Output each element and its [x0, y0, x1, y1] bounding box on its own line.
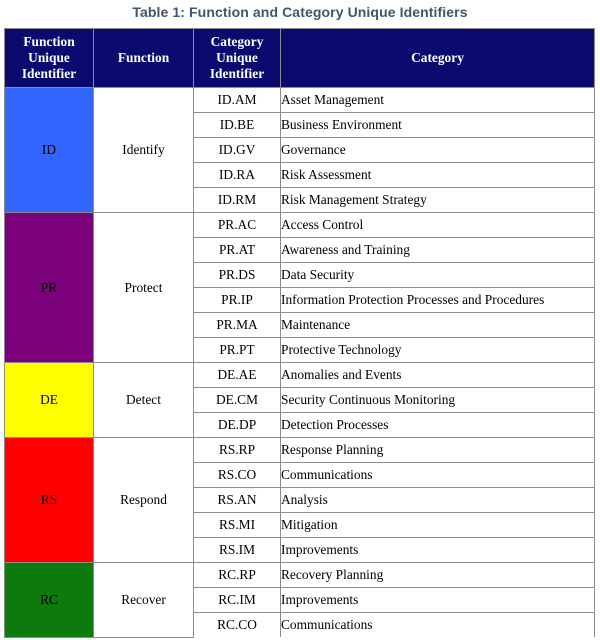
- category-id-cell: RS.AN: [194, 488, 281, 513]
- category-name-cell: Risk Management Strategy: [281, 188, 595, 213]
- table-row: [5, 363, 595, 388]
- function-category-table: [4, 28, 595, 638]
- category-name-cell: Awareness and Training: [281, 238, 595, 263]
- function-id-cell: PR: [5, 213, 94, 363]
- category-name-cell: Anomalies and Events: [281, 363, 595, 388]
- function-name-cell: Detect: [94, 363, 194, 438]
- category-id-cell: DE.DP: [194, 413, 281, 438]
- header-function-id: [5, 29, 94, 88]
- category-name-cell: Response Planning: [281, 438, 595, 463]
- category-id-cell: RS.IM: [194, 538, 281, 563]
- table-row: [5, 438, 595, 463]
- table-body: [5, 88, 595, 638]
- category-id-cell: ID.AM: [194, 88, 281, 113]
- category-id-cell: PR.AC: [194, 213, 281, 238]
- category-id-cell: RS.RP: [194, 438, 281, 463]
- category-name-cell: Security Continuous Monitoring: [281, 388, 595, 413]
- header-category-id: [194, 29, 281, 88]
- category-id-cell: RC.RP: [194, 563, 281, 588]
- category-name-cell: Recovery Planning: [281, 563, 595, 588]
- category-name-cell: Detection Processes: [281, 413, 595, 438]
- function-name-cell: Respond: [94, 438, 194, 563]
- category-name-cell: Asset Management: [281, 88, 595, 113]
- category-id-cell: ID.RA: [194, 163, 281, 188]
- category-name-cell: Access Control: [281, 213, 595, 238]
- category-id-cell: ID.BE: [194, 113, 281, 138]
- category-name-cell: Improvements: [281, 588, 595, 613]
- table-row: [5, 88, 595, 113]
- category-name-cell: Mitigation: [281, 513, 595, 538]
- category-id-cell: ID.GV: [194, 138, 281, 163]
- function-name-cell: Recover: [94, 563, 194, 638]
- function-name-cell: Protect: [94, 213, 194, 363]
- category-name-cell: Improvements: [281, 538, 595, 563]
- category-id-cell: DE.AE: [194, 363, 281, 388]
- table-row: [5, 563, 595, 588]
- function-id-cell: DE: [5, 363, 94, 438]
- category-name-cell: Governance: [281, 138, 595, 163]
- category-name-cell: Risk Assessment: [281, 163, 595, 188]
- header-category: Category: [281, 29, 595, 88]
- table-row: [5, 213, 595, 238]
- category-id-cell: PR.AT: [194, 238, 281, 263]
- category-name-cell: Business Environment: [281, 113, 595, 138]
- category-id-cell: RC.CO: [194, 613, 281, 638]
- header-category-id-line: Unique: [216, 50, 258, 65]
- category-id-cell: PR.MA: [194, 313, 281, 338]
- category-id-cell: PR.PT: [194, 338, 281, 363]
- header-category-id-line: Category: [210, 34, 264, 49]
- category-name-cell: Data Security: [281, 263, 595, 288]
- category-id-cell: PR.IP: [194, 288, 281, 313]
- category-name-cell: Information Protection Processes and Procedures: [281, 288, 595, 313]
- function-id-cell: RC: [5, 563, 94, 638]
- header-function-id-line: Function: [23, 34, 75, 49]
- category-name-cell: Protective Technology: [281, 338, 595, 363]
- header-category-id-line: Identifier: [209, 66, 265, 81]
- function-name-cell: Identify: [94, 88, 194, 213]
- function-id-cell: RS: [5, 438, 94, 563]
- category-id-cell: PR.DS: [194, 263, 281, 288]
- category-name-cell: Communications: [281, 463, 595, 488]
- category-id-cell: RC.IM: [194, 588, 281, 613]
- header-function-id-line: Unique: [28, 50, 70, 65]
- header-function: Function: [94, 29, 194, 88]
- category-name-cell: Maintenance: [281, 313, 595, 338]
- category-name-cell: Communications: [281, 613, 595, 638]
- header-function-id-line: Identifier: [21, 66, 77, 81]
- category-id-cell: DE.CM: [194, 388, 281, 413]
- category-name-cell: Analysis: [281, 488, 595, 513]
- header-row: [5, 29, 595, 88]
- function-id-cell: ID: [5, 88, 94, 213]
- category-id-cell: ID.RM: [194, 188, 281, 213]
- category-id-cell: RS.CO: [194, 463, 281, 488]
- category-id-cell: RS.MI: [194, 513, 281, 538]
- table-caption: Table 1: Function and Category Unique Identifiers: [132, 4, 468, 20]
